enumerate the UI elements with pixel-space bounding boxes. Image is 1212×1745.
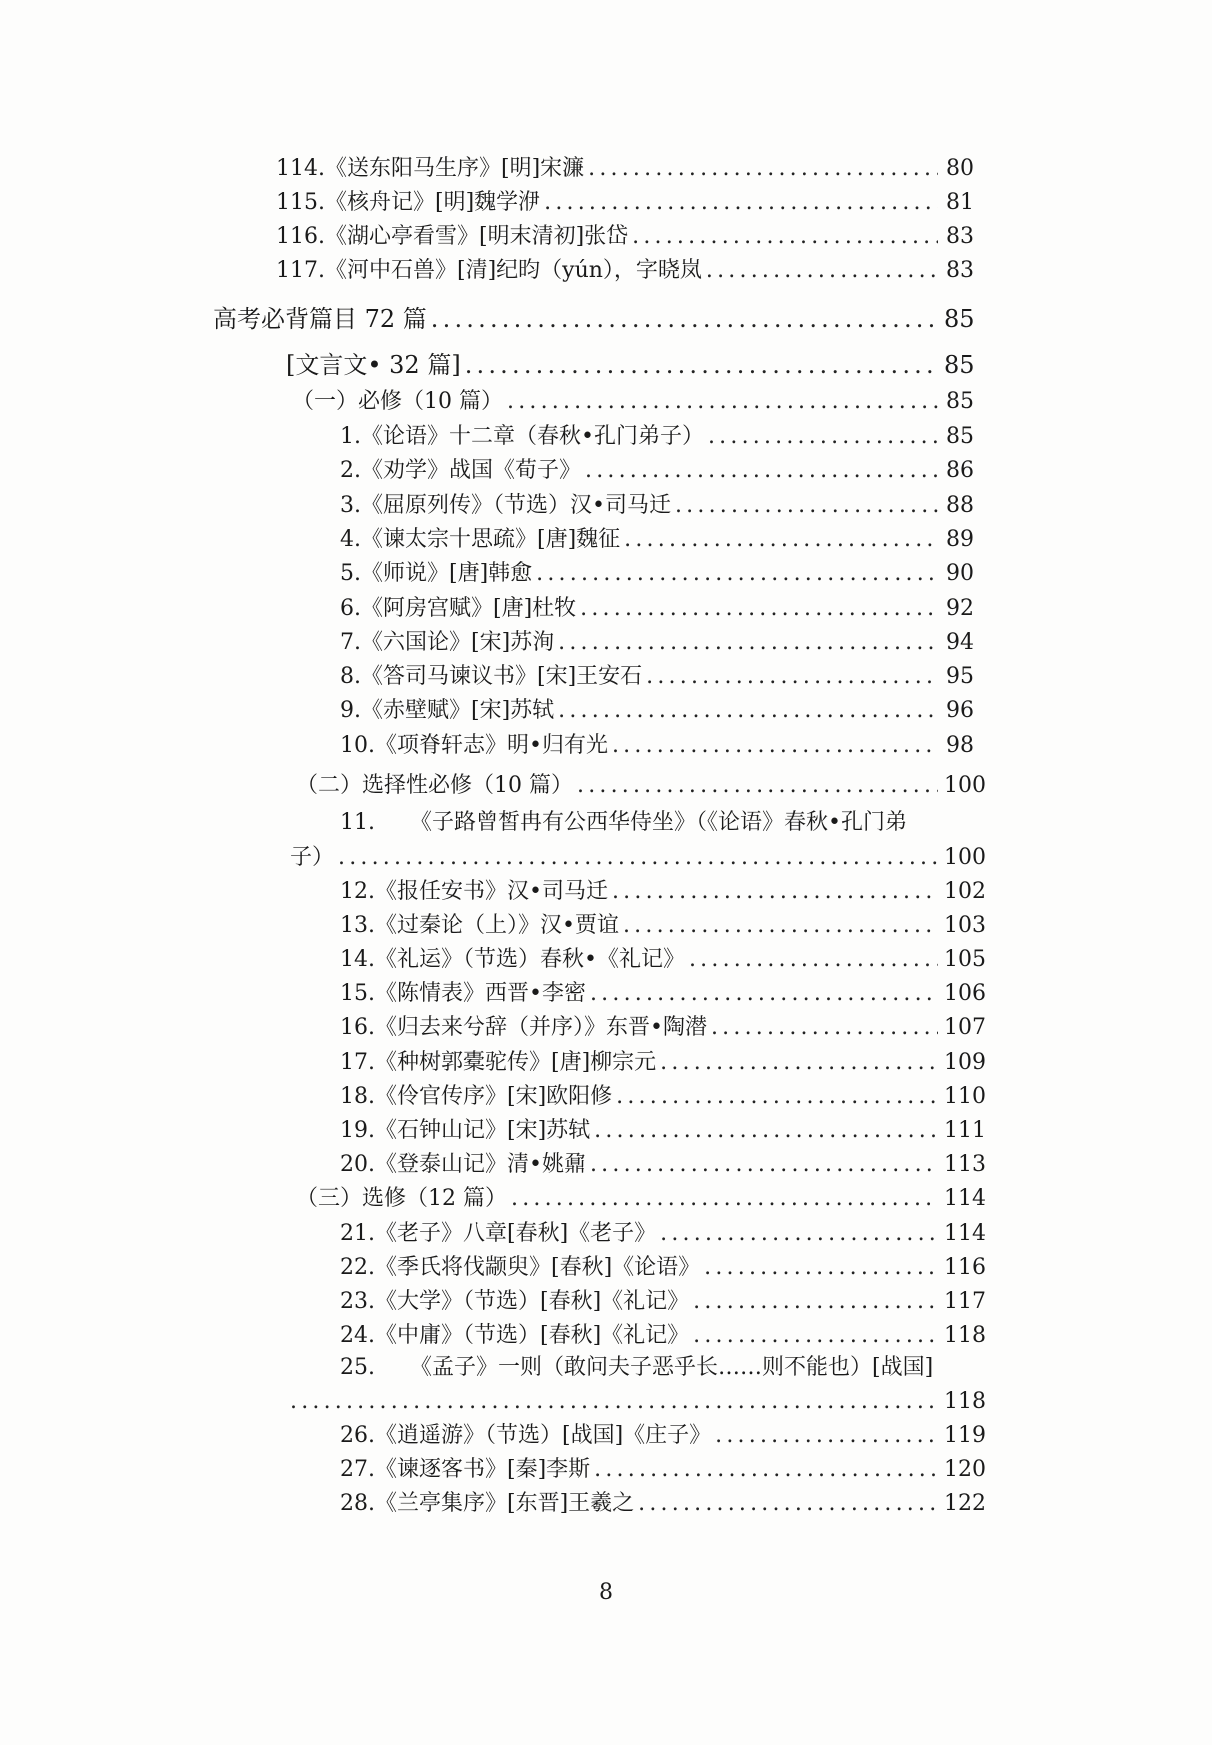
entry-number: 20. — [340, 1151, 375, 1177]
entry-page: 122 — [944, 1491, 986, 1516]
dot-leader — [638, 1489, 938, 1519]
entry-number: 23. — [340, 1289, 375, 1314]
subsection-page: 85 — [944, 351, 975, 379]
entry-page: 81 — [946, 190, 974, 215]
dot-leader — [660, 1219, 938, 1249]
dot-leader — [675, 491, 938, 521]
toc-entry[interactable] — [340, 1489, 986, 1519]
toc-entry-11-line2[interactable] — [290, 843, 986, 873]
entry-title: 《答司马谏议书》[宋]王安石 — [361, 664, 643, 690]
entry-number: 3. — [340, 492, 361, 518]
dot-leader — [594, 1455, 938, 1485]
dot-leader — [706, 256, 938, 286]
toc-entry[interactable] — [340, 491, 974, 521]
entry-title: 《核舟记》[明]魏学洢 — [324, 190, 541, 215]
dot-leader — [590, 979, 938, 1009]
entry-number: 27. — [340, 1457, 375, 1482]
entry-title: 《登泰山记》清•姚鼐 — [375, 1151, 586, 1177]
entry-number: 16. — [340, 1015, 375, 1041]
entry-title: 《礼运》（节选）春秋•《礼记》 — [375, 947, 685, 973]
dot-leader — [616, 1082, 938, 1112]
toc-entry[interactable] — [340, 1082, 986, 1112]
group-page: 114 — [944, 1186, 986, 1211]
entry-number: 12. — [340, 879, 375, 904]
entry-title: 《师说》[唐]韩愈 — [361, 561, 533, 587]
entry-title: 《伶官传序》[宋]欧阳修 — [375, 1083, 613, 1109]
toc-group-heading[interactable] — [296, 771, 986, 801]
dot-leader — [577, 771, 938, 801]
toc-entry[interactable] — [276, 222, 974, 252]
toc-entry[interactable] — [340, 662, 974, 692]
entry-title: 《阿房宫赋》[唐]杜牧 — [361, 595, 577, 621]
toc-entry[interactable] — [276, 256, 974, 286]
subsection-title: [文言文• 32 篇] — [286, 351, 461, 379]
toc-entry[interactable] — [276, 154, 974, 184]
entry-page: 85 — [946, 424, 974, 449]
dot-leader — [558, 628, 938, 658]
entry-title: 《湖心亭看雪》[明末清初]张岱 — [324, 224, 629, 249]
toc-entry[interactable] — [340, 1048, 986, 1078]
entry-title: 《项脊轩志》明•归有光 — [375, 732, 608, 758]
entry-number: 28. — [340, 1491, 375, 1516]
toc-entry[interactable] — [340, 456, 974, 486]
entry-page: 92 — [946, 595, 974, 621]
toc-group-heading[interactable] — [292, 387, 974, 417]
toc-entry-11-line1[interactable] — [340, 808, 907, 838]
entry-page: 86 — [946, 458, 974, 484]
entry-title: 《种树郭橐驼传》[唐]柳宗元 — [375, 1049, 657, 1075]
entry-page: 95 — [946, 664, 974, 690]
toc-entry[interactable] — [276, 188, 974, 218]
toc-entry[interactable] — [340, 945, 986, 975]
toc-entry[interactable] — [340, 1013, 986, 1043]
entry-number: 13. — [340, 913, 375, 939]
toc-entry[interactable] — [340, 559, 974, 589]
dot-leader — [704, 1253, 938, 1283]
entry-page: 110 — [944, 1083, 986, 1109]
dot-leader — [588, 154, 938, 184]
toc-entry[interactable] — [340, 911, 986, 941]
dot-leader — [612, 877, 938, 907]
toc-entry[interactable] — [340, 1219, 986, 1249]
dot-leader — [544, 188, 938, 218]
group-page: 100 — [944, 773, 986, 798]
entry-page: 119 — [944, 1423, 986, 1448]
toc-section-main[interactable] — [213, 303, 974, 335]
entry-page: 111 — [944, 1117, 986, 1143]
entry-title: 《报任安书》汉•司马迁 — [375, 879, 608, 904]
entry-title: 《劝学》战国《荀子》 — [361, 458, 582, 484]
entry-page: 103 — [944, 913, 986, 939]
entry-page: 100 — [944, 845, 986, 870]
entry-number: 6. — [340, 595, 361, 621]
toc-entry[interactable] — [340, 731, 974, 761]
toc-section-sub[interactable] — [286, 349, 974, 381]
entry-number: 2. — [340, 458, 361, 484]
entry-title: 《六国论》[宋]苏洵 — [361, 629, 555, 655]
entry-title: 《孟子》一则（敢问夫子恶乎长……则不能也）[战国] — [410, 1355, 934, 1380]
entry-number: 19. — [340, 1117, 375, 1143]
entry-title: 《送东阳马生序》[明]宋濂 — [324, 156, 585, 181]
entry-number: 7. — [340, 629, 361, 655]
entry-title: 《归去来兮辞（并序）》东晋•陶潜 — [375, 1015, 707, 1041]
entry-number: 8. — [340, 664, 361, 690]
toc-entry[interactable] — [340, 594, 974, 624]
entry-title: 《赤壁赋》[宋]苏轼 — [361, 698, 555, 724]
entry-number: 22. — [340, 1255, 375, 1280]
dot-leader — [594, 1116, 938, 1146]
entry-title: 《陈情表》西晋•李密 — [375, 981, 586, 1007]
entry-number: 115. — [276, 190, 325, 215]
entry-page: 88 — [946, 492, 974, 518]
toc-entry[interactable] — [340, 1455, 986, 1485]
group-title: （三）选修（12 篇） — [296, 1186, 507, 1211]
dot-leader — [689, 945, 938, 975]
entry-title: 《石钟山记》[宋]苏轼 — [375, 1117, 591, 1143]
toc-entry[interactable] — [340, 979, 986, 1009]
entry-number: 24. — [340, 1323, 375, 1348]
group-page: 85 — [946, 389, 974, 414]
entry-page: 114 — [944, 1221, 986, 1246]
entry-page: 105 — [944, 947, 986, 973]
toc-entry[interactable] — [340, 1287, 986, 1317]
entry-title: 《论语》十二章（春秋•孔门弟子） — [361, 424, 704, 449]
dot-leader — [465, 349, 938, 381]
dot-leader — [511, 1184, 938, 1214]
entry-title: 《子路曾皙冉有公西华侍坐》（《论语》春秋•孔门弟 — [410, 810, 907, 835]
entry-page: 98 — [946, 732, 974, 758]
toc-entry[interactable] — [340, 1253, 986, 1283]
dot-leader — [590, 1150, 938, 1180]
entry-page: 118 — [944, 1323, 986, 1348]
entry-title: 《老子》八章[春秋]《老子》 — [375, 1221, 657, 1246]
entry-number: 116. — [276, 224, 325, 249]
group-title: （二）选择性必修（10 篇） — [296, 773, 573, 798]
toc-entry[interactable] — [340, 1321, 986, 1351]
dot-leader — [693, 1321, 938, 1351]
toc-group-heading[interactable] — [296, 1184, 986, 1214]
dot-leader — [507, 387, 938, 417]
entry-page: 102 — [944, 879, 986, 904]
toc-entry[interactable] — [340, 1150, 986, 1180]
entry-page: 83 — [946, 258, 974, 283]
entry-page: 94 — [946, 629, 974, 655]
entry-page: 96 — [946, 698, 974, 724]
entry-page: 116 — [944, 1255, 986, 1280]
dot-leader — [624, 525, 938, 555]
toc-entry[interactable] — [340, 1116, 986, 1146]
entry-page: 120 — [944, 1457, 986, 1482]
entry-number: 1. — [340, 424, 361, 449]
entry-number: 117. — [276, 258, 325, 283]
page-number: 8 — [599, 1580, 613, 1605]
entry-number: 5. — [340, 561, 361, 587]
entry-page: 80 — [946, 156, 974, 181]
entry-title: 《季氏将伐颛臾》[春秋]《论语》 — [375, 1255, 701, 1280]
entry-number: 14. — [340, 947, 375, 973]
dot-leader — [708, 422, 938, 452]
entry-number: 10. — [340, 732, 375, 758]
dot-leader — [612, 731, 938, 761]
toc-entry[interactable] — [340, 877, 986, 907]
toc-entry[interactable] — [340, 422, 974, 452]
entry-title: 《中庸》（节选）[春秋]《礼记》 — [375, 1323, 690, 1348]
dot-leader — [431, 303, 938, 335]
entry-number: 21. — [340, 1221, 375, 1246]
entry-page: 89 — [946, 526, 974, 552]
entry-page: 117 — [944, 1289, 986, 1314]
entry-number: 4. — [340, 526, 361, 552]
entry-title: 《过秦论（上）》汉•贾谊 — [375, 913, 619, 939]
entry-page: 106 — [944, 981, 986, 1007]
dot-leader — [536, 559, 938, 589]
dot-leader — [646, 662, 938, 692]
entry-title: 《逍遥游》（节选）[战国]《庄子》 — [375, 1423, 712, 1448]
dot-leader — [623, 911, 938, 941]
entry-title: 《屈原列传》（节选）汉•司马迁 — [361, 492, 671, 518]
entry-number: 25. — [340, 1355, 375, 1380]
entry-page: 118 — [944, 1389, 986, 1414]
entry-page: 90 — [946, 561, 974, 587]
entry-number: 15. — [340, 981, 375, 1007]
entry-number: 26. — [340, 1423, 375, 1448]
entry-number: 17. — [340, 1049, 375, 1075]
section-title: 高考必背篇目 72 篇 — [213, 305, 427, 333]
entry-title: 《谏逐客书》[秦]李斯 — [375, 1457, 591, 1482]
dot-leader — [558, 696, 938, 726]
dot-leader — [632, 222, 938, 252]
entry-number: 114. — [276, 156, 325, 181]
entry-page: 109 — [944, 1049, 986, 1075]
entry-title: 《兰亭集序》[东晋]王羲之 — [375, 1491, 635, 1516]
entry-number: 11. — [340, 810, 375, 835]
dot-leader — [290, 1387, 938, 1417]
toc-entry-25-line1[interactable] — [340, 1353, 933, 1383]
entry-title: 《谏太宗十思疏》[唐]魏征 — [361, 526, 621, 552]
toc-entry-25-line2[interactable] — [290, 1387, 986, 1417]
section-page: 85 — [944, 305, 975, 333]
dot-leader — [585, 456, 938, 486]
toc-entry[interactable] — [340, 525, 974, 555]
entry-title: 《大学》（节选）[春秋]《礼记》 — [375, 1289, 690, 1314]
dot-leader — [711, 1013, 938, 1043]
toc-entry[interactable] — [340, 696, 974, 726]
entry-page: 83 — [946, 224, 974, 249]
toc-entry[interactable] — [340, 628, 974, 658]
toc-entry[interactable] — [340, 1421, 986, 1451]
dot-leader — [338, 843, 938, 873]
entry-page: 107 — [944, 1015, 986, 1041]
entry-title: 《河中石兽》[清]纪昀（yún），字晓岚 — [324, 258, 702, 283]
dot-leader — [580, 594, 938, 624]
entry-number: 18. — [340, 1083, 375, 1109]
dot-leader — [660, 1048, 938, 1078]
entry-title-cont: 子） — [290, 845, 335, 870]
entry-number: 9. — [340, 698, 361, 724]
dot-leader — [715, 1421, 938, 1451]
group-title: （一）必修（10 篇） — [292, 389, 503, 414]
dot-leader — [693, 1287, 938, 1317]
entry-page: 113 — [944, 1151, 986, 1177]
